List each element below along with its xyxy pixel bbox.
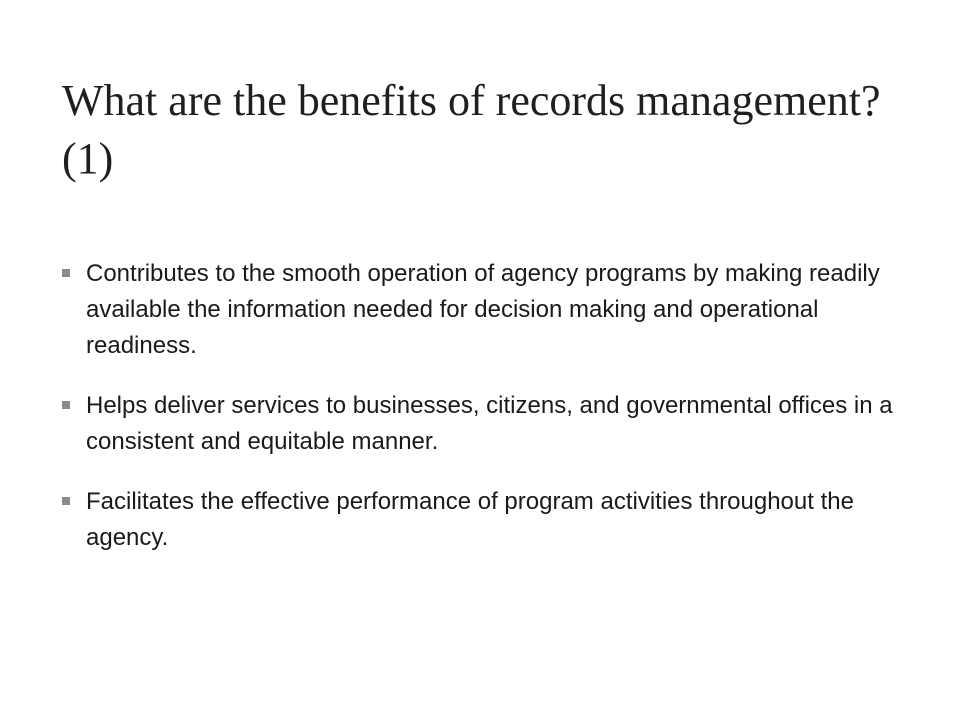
square-bullet-icon: [62, 401, 70, 409]
bullet-list: [62, 256, 902, 580]
bullet-item: [62, 484, 902, 556]
bullet-item: [62, 256, 902, 364]
bullet-text: Helps deliver services to businesses, citizens, and governmental offices in a consistent and equitable manner.: [86, 392, 893, 455]
bullet-text: Contributes to the smooth operation of agency programs by making readily available the information needed for decision making and operational readiness.: [86, 260, 880, 359]
bullet-text: Facilitates the effective performance of program activities throughout the agency.: [86, 488, 854, 551]
square-bullet-icon: [62, 497, 70, 505]
slide-title: What are the benefits of records management? (1): [62, 76, 881, 183]
square-bullet-icon: [62, 269, 70, 277]
bullet-item: [62, 388, 902, 460]
